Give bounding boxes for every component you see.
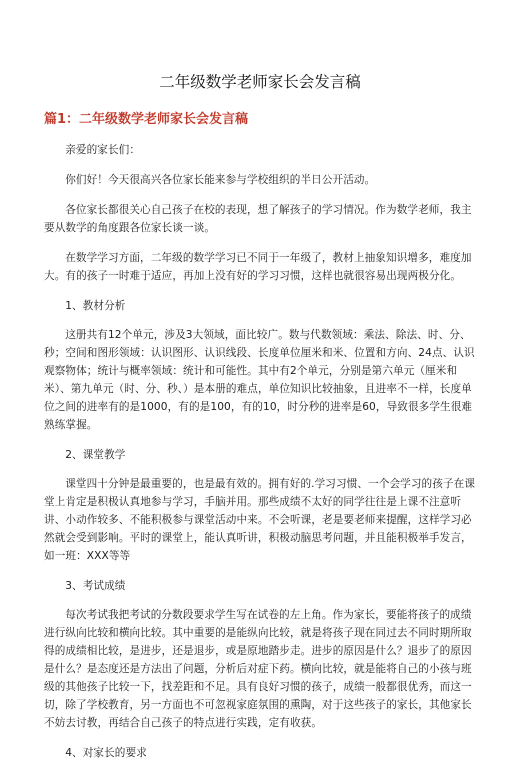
document-title: 二年级数学老师家长会发言稿	[159, 73, 361, 91]
heading-classroom-teaching: 2、课堂教学	[65, 449, 126, 461]
section-title: 篇1：二年级数学老师家长会发言稿	[44, 112, 249, 127]
paragraph-exam: 每次考试我把考试的分数段要求学生写在试卷的左上角。作为家长，要能将孩子的成绩进行纵向比较和横向比较。其中重要的是能纵向比较，就是将孩子现在同过去不同时期所取得的成绩相比较，是进步，还是退步，或是原地踏步走。进步的原因是什么？退步了的原因是什么？是态度还是方法出了问题，分析后对症下药。横向比较，就是能将自己的小孩与班级的其他孩子比较一下，找差距和不足。具有良好习惯的孩子，成绩一般都很优秀，而这一切，除了学校教育，另一方面也不可忽视家庭氛围的熏陶，对于这些孩子的家长，其他家长不妨去讨教，再结合自己孩子的特点进行实践，定有收获。	[44, 609, 472, 729]
heading-exam-results: 3、考试成绩	[65, 580, 126, 592]
paragraph-classroom: 课堂四十分钟是最重要的，也是最有效的。拥有好的.学习习惯、一个会学习的孩子在课堂上肯定是积极认真地参与学习，手脑并用。那些成绩不太好的同学往往是上课不注意听讲、小动作较多、不能积极参与课堂活动中来。不会听课，老是要老师来提醒，这样学习必然就会受到影响。平时的课堂上，能认真听讲，积极动脑思考问题，并且能积极举手发言，如一班：XXX等等	[44, 478, 476, 562]
heading-parent-requirements: 4、对家长的要求	[65, 747, 147, 759]
heading-textbook-analysis: 1、教材分析	[65, 300, 126, 312]
paragraph-concern: 各位家长都很关心自己孩子在校的表现，想了解孩子的学习情况。作为数学老师，我主要从数学的角度跟各位家长谈一谈。	[44, 204, 472, 234]
paragraph-textbook: 这册共有12个单元，涉及3大领域，面比较广。数与代数领域：乘法、除法、时、分、秒；空间和图形领域：认识图形、认识线段、长度单位厘米和米、位置和方向、24点、认识观察物体；统计与概率领域：统计和可能性。其中有2个单元，分别是第六单元（厘米和米）、第九单元（时、分、秒、）是本册的难点，单位知识比较抽象，且进率不一样，长度单位之间的进率有的是1000，有的是100，有的10，时分秒的进率是60，导致很多学生很难熟练掌握。	[44, 329, 475, 431]
greeting: 亲爱的家长们：	[65, 144, 141, 156]
paragraph-math-learning: 在数学学习方面，二年级的数学学习已不同于一年级了，教材上抽象知识增多，难度加大。有的孩子一时难于适应，再加上没有好的学习习惯，这样也就很容易出现两极分化。	[44, 252, 472, 282]
paragraph-intro: 你们好！今天很高兴各位家长能来参与学校组织的半日公开活动。	[65, 174, 376, 186]
